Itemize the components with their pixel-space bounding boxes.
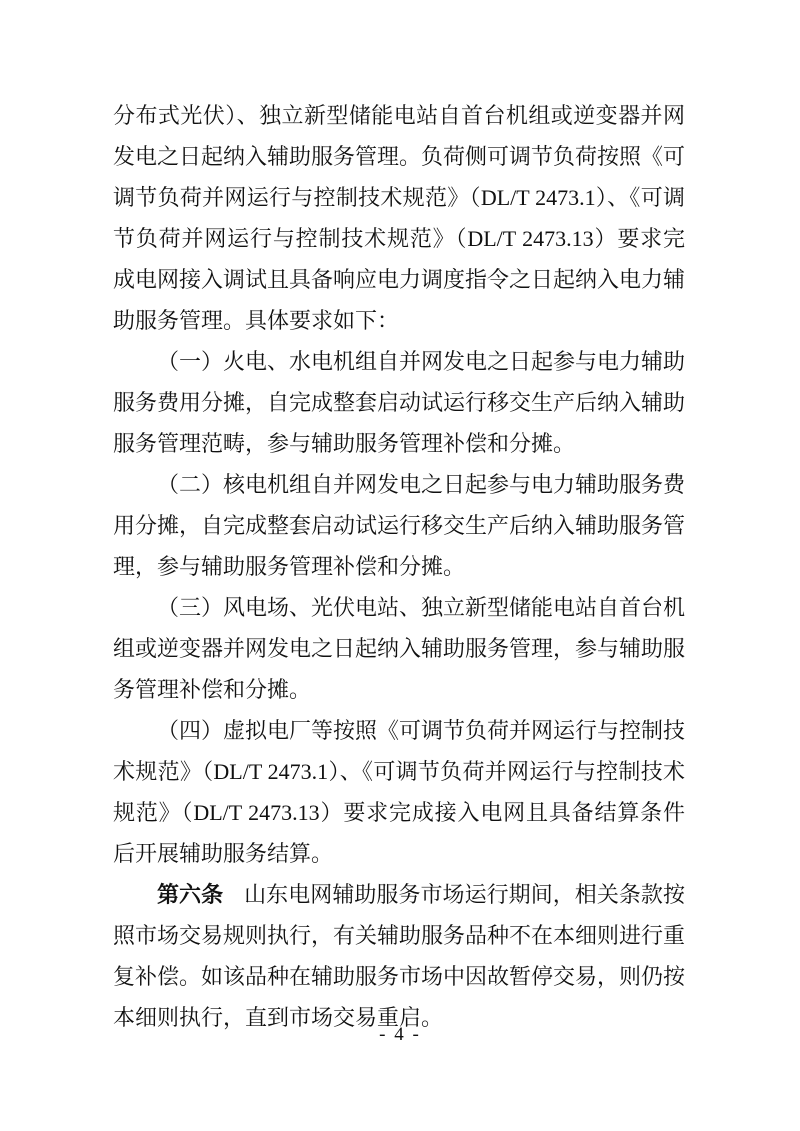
paragraph-item-3: （三）风电场、光伏电站、独立新型储能电站自首台机组或逆变器并网发电之日起纳入辅助服务管理，参与辅助服务管理补偿和分摊。: [113, 595, 686, 702]
article-number: 第六条: [157, 882, 224, 907]
page-number: - 4 -: [379, 1024, 421, 1045]
paragraph-continuation: 分布式光伏）、独立新型储能电站自首台机组或逆变器并网发电之日起纳入辅助服务管理。负荷侧可调节负荷按照《可调节负荷并网运行与控制技术规范》（DL/T 2473.1）、《可调节负荷并网运行与控制技术规范》（DL/T 2473.13）要求完成电网接入调试且具备响应电力调度指令之日起纳入电力辅助服务管理。具体要求如下：: [113, 103, 686, 333]
paragraph-item-2: （二）核电机组自并网发电之日起参与电力辅助服务费用分摊，自完成整套启动试运行移交生产后纳入辅助服务管理，参与辅助服务管理补偿和分摊。: [113, 472, 686, 579]
document-body: [113, 95, 685, 1038]
article-body: 山东电网辅助服务市场运行期间，相关条款按照市场交易规则执行，有关辅助服务品种不在本细则进行重复补偿。如该品种在辅助服务市场中因故暂停交易，则仍按本细则执行，直到市场交易重启。: [113, 882, 686, 1030]
paragraph-article-6: [113, 874, 685, 1038]
paragraph-item-1: （一）火电、水电机组自并网发电之日起参与电力辅助服务费用分摊，自完成整套启动试运行移交生产后纳入辅助服务管理范畴，参与辅助服务管理补偿和分摊。: [113, 349, 686, 456]
paragraph-item-4: （四）虚拟电厂等按照《可调节负荷并网运行与控制技术规范》（DL/T 2473.1）、《可调节负荷并网运行与控制技术规范》（DL/T 2473.13）要求完成接入电网且具备结算条件后开展辅助服务结算。: [113, 718, 686, 866]
